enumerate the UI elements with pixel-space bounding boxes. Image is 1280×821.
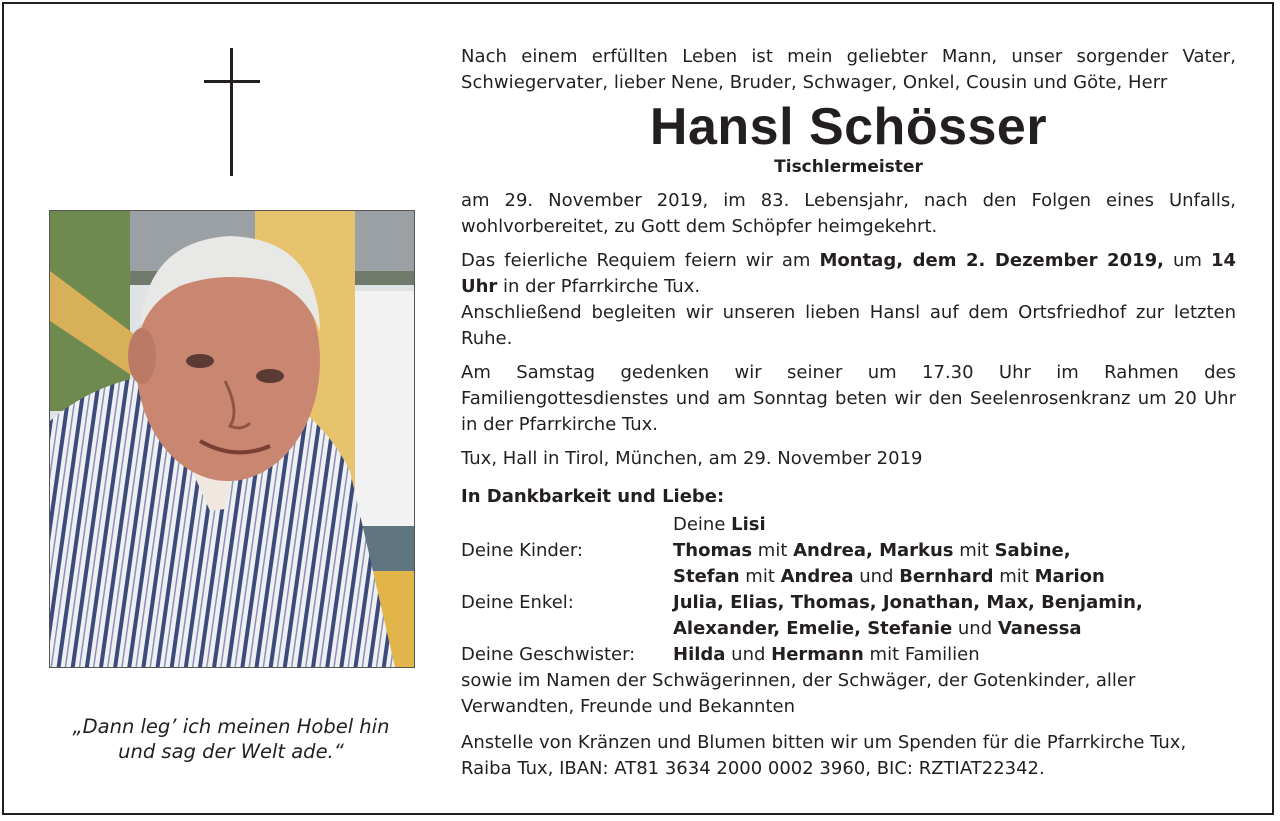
cross-icon — [204, 48, 260, 178]
closing-text: sowie im Namen der Schwägerinnen, der Schwäger, der Gotenkinder, aller Verwandten, Freunde und Bekannten — [461, 670, 1136, 717]
family-list — [461, 512, 1143, 668]
signoff: In Dankbarkeit und Liebe: — [461, 486, 725, 507]
family-row-siblings: Deine Geschwister: Hilda und Hermann mit Familien — [461, 642, 1143, 668]
family-row-children: Deine Kinder: Thomas mit Andrea, Markus mit Sabine, Stefan mit Andrea und Bernhard mit Marion — [461, 538, 1143, 590]
notice-text — [461, 44, 1236, 782]
motto — [44, 714, 418, 764]
children-label: Deine Kinder: — [461, 540, 584, 561]
siblings-label: Deine Geschwister: — [461, 644, 636, 665]
family-row-grandchildren: Deine Enkel: Julia, Elias, Thomas, Jonathan, Max, Benjamin, Alexander, Emelie, Stefanie und Vanessa — [461, 590, 1143, 642]
family-row-wife: Deine Lisi — [673, 514, 766, 535]
motto-line-1: „Dann leg’ ich meinen Hobel hin — [72, 715, 390, 738]
memorial-text: Am Samstag gedenken wir seiner um 17.30 Uhr im Rahmen des Familiengottesdienstes und am Sonntag beten wir den Seelenrosenkranz um 20 Uhr in der Pfarrkirche Tux. — [461, 362, 1236, 435]
burial-text: Anschließend begleiten wir unseren lieben Hansl auf dem Ortsfriedhof zur letzten Ruhe. — [461, 302, 1236, 349]
requiem-text: Das feierliche Requiem feiern wir am Montag, dem 2. Dezember 2019, um 14 Uhr in der Pfarrkirche Tux. — [461, 250, 1237, 297]
place-date: Tux, Hall in Tirol, München, am 29. November 2019 — [461, 448, 923, 469]
portrait-photo — [49, 210, 415, 668]
obituary-notice — [2, 2, 1274, 815]
intro-text: Nach einem erfüllten Leben ist mein geliebter Mann, unser sorgender Vater, Schwiegervater, lieber Nene, Bruder, Schwager, Onkel, Cousin und Göte, Herr — [461, 46, 1236, 93]
death-text: am 29. November 2019, im 83. Lebensjahr, nach den Folgen eines Unfalls, wohlvorbereitet, zu Gott dem Schöpfer heimgekehrt. — [461, 190, 1236, 237]
grandchildren-label: Deine Enkel: — [461, 592, 574, 613]
profession: Tischlermeister — [774, 157, 923, 177]
motto-line-2: und sag der Welt ade.“ — [118, 740, 344, 763]
deceased-name: Hansl Schösser — [649, 98, 1048, 156]
donation-text: Anstelle von Kränzen und Blumen bitten wir um Spenden für die Pfarrkirche Tux, Raiba Tux, IBAN: AT81 3634 2000 0002 3960, BIC: RZTIAT22342. — [461, 732, 1187, 779]
